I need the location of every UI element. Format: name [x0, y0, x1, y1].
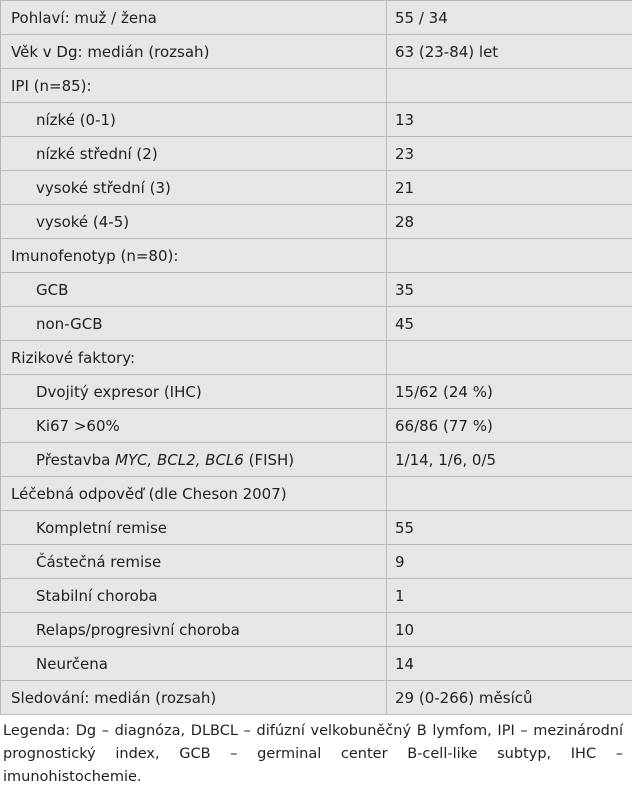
row-value: 10 [387, 613, 632, 647]
row-label [1, 443, 387, 477]
table-row [1, 103, 632, 137]
section-header-label: Imunofenotyp (n=80): [1, 239, 387, 273]
row-label-prefix: Přestavba [36, 450, 116, 469]
row-label: Sledování: medián (rozsah) [1, 681, 387, 715]
table-row [1, 307, 632, 341]
row-value: 55 [387, 511, 632, 545]
row-value: 21 [387, 171, 632, 205]
row-label: GCB [1, 273, 387, 307]
row-value: 45 [387, 307, 632, 341]
row-value: 13 [387, 103, 632, 137]
section-header-label: Léčebná odpověď (dle Cheson 2007) [1, 477, 387, 511]
section-header-empty-cell [387, 477, 632, 511]
table-legend: Legenda: Dg – diagnóza, DLBCL – difúzní velkobuněčný B lymfom, IPI – mezinárodní prognostický index, GCB – germinal center B-cell-like subtyp, IHC – imunohistochemie. [3, 723, 623, 785]
table-row [1, 511, 632, 545]
row-value: 55 / 34 [387, 1, 632, 35]
row-label: vysoké střední (3) [1, 171, 387, 205]
row-label: nízké střední (2) [1, 137, 387, 171]
section-header-empty-cell [387, 239, 632, 273]
row-label: non-GCB [1, 307, 387, 341]
row-label: Dvojitý expresor (IHC) [1, 375, 387, 409]
row-label: Ki67 >60% [1, 409, 387, 443]
row-label: Stabilní choroba [1, 579, 387, 613]
row-value: 1 [387, 579, 632, 613]
row-value: 23 [387, 137, 632, 171]
row-value: 63 (23-84) let [387, 35, 632, 69]
row-label: Věk v Dg: medián (rozsah) [1, 35, 387, 69]
row-value: 35 [387, 273, 632, 307]
table-row [1, 171, 632, 205]
row-value: 14 [387, 647, 632, 681]
table-row [1, 545, 632, 579]
row-value: 28 [387, 205, 632, 239]
table-row [1, 409, 632, 443]
row-label: Částečná remise [1, 545, 387, 579]
table-section-header-row [1, 69, 632, 103]
section-header-label: Rizikové faktory: [1, 341, 387, 375]
table-row [1, 613, 632, 647]
section-header-empty-cell [387, 69, 632, 103]
row-label: vysoké (4-5) [1, 205, 387, 239]
table-section-header-row [1, 341, 632, 375]
table-row [1, 647, 632, 681]
row-label: Relaps/progresivní choroba [1, 613, 387, 647]
table-row [1, 205, 632, 239]
row-value: 29 (0-266) měsíců [387, 681, 632, 715]
row-value: 66/86 (77 %) [387, 409, 632, 443]
table-row [1, 137, 632, 171]
row-value: 1/14, 1/6, 0/5 [387, 443, 632, 477]
table-row [1, 681, 632, 715]
row-label: nízké (0-1) [1, 103, 387, 137]
table-row [1, 579, 632, 613]
table-section-header-row [1, 477, 632, 511]
row-value: 9 [387, 545, 632, 579]
row-label-suffix: (FISH) [243, 450, 295, 469]
table-row [1, 375, 632, 409]
section-header-empty-cell [387, 341, 632, 375]
table-row [1, 35, 632, 69]
row-label: Pohlaví: muž / žena [1, 1, 387, 35]
table-row [1, 1, 632, 35]
table-section-header-row [1, 239, 632, 273]
table-body [1, 1, 632, 715]
table-row [1, 273, 632, 307]
row-value: 15/62 (24 %) [387, 375, 632, 409]
row-label: Kompletní remise [1, 511, 387, 545]
row-label-genes: MYC, BCL2, BCL6 [115, 450, 244, 469]
row-label: Neurčena [1, 647, 387, 681]
section-header-label: IPI (n=85): [1, 69, 387, 103]
table-row [1, 443, 632, 477]
